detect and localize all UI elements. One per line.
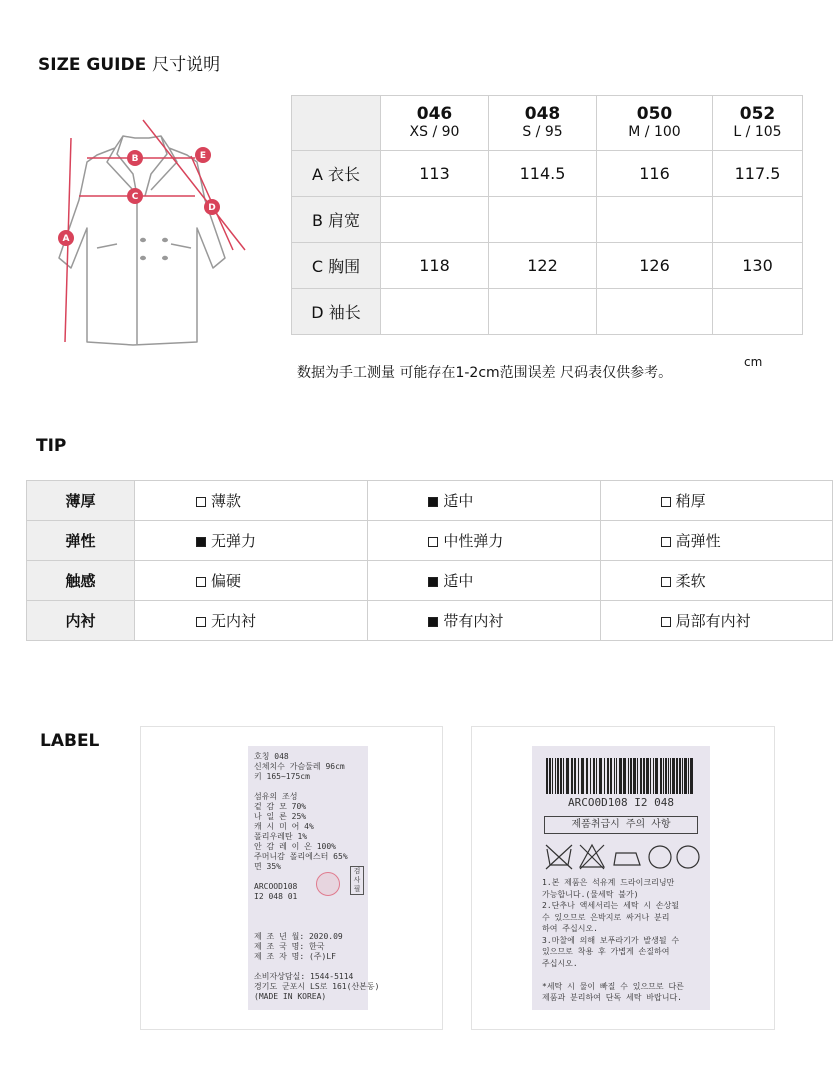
size-row-label: D 袖长 bbox=[292, 289, 381, 335]
product-code: ARCO0D108 I2 048 bbox=[568, 796, 674, 809]
no-bleach-icon bbox=[580, 845, 604, 869]
tip-option bbox=[600, 601, 832, 641]
tag-line: 섬유의 조성 bbox=[254, 792, 298, 801]
barcode-bar bbox=[665, 758, 667, 794]
tag-line: 2.단추나 액세서리는 세탁 시 손상될 bbox=[542, 901, 680, 910]
tag-line: 폴리우레탄 1% bbox=[254, 832, 308, 841]
barcode-bar bbox=[586, 758, 588, 794]
tag-line: 1.본 제품은 석유계 드라이크리닝만 bbox=[542, 878, 675, 887]
size-table bbox=[291, 95, 803, 335]
tag-line: 하여 주십시오. bbox=[542, 924, 599, 933]
size-code: 048 bbox=[524, 104, 561, 124]
size-label: XS / 90 bbox=[409, 124, 460, 140]
barcode-bar bbox=[581, 758, 584, 794]
size-label: L / 105 bbox=[733, 124, 782, 140]
tag-line: 제 조 년 월: 2020.09 bbox=[254, 932, 343, 941]
barcode-bar bbox=[668, 758, 669, 794]
size-cell: 126 bbox=[597, 243, 713, 289]
tip-option bbox=[368, 601, 600, 641]
checkbox-empty-icon bbox=[196, 497, 206, 507]
barcode-bar bbox=[610, 758, 612, 794]
size-row-b bbox=[292, 197, 803, 243]
checkbox-empty-icon bbox=[661, 617, 671, 627]
tip-option-label: 柔软 bbox=[675, 572, 706, 590]
tip-table bbox=[26, 480, 833, 641]
checkbox-filled-icon bbox=[428, 617, 438, 627]
size-cell bbox=[713, 197, 803, 243]
marker-e-label: E bbox=[199, 151, 207, 161]
checkbox-empty-icon bbox=[196, 577, 206, 587]
label-photo-1 bbox=[140, 726, 443, 1030]
tip-row-label: 薄厚 bbox=[27, 481, 135, 521]
size-note: 数据为手工测量 可能存在1-2cm范围误差 尺码表仅供参考。 bbox=[297, 365, 673, 381]
size-cell bbox=[597, 289, 713, 335]
barcode-bar bbox=[646, 758, 649, 794]
tag-line: *세탁 시 물이 빠질 수 있으므로 다른 bbox=[542, 981, 684, 991]
tip-option bbox=[368, 521, 600, 561]
size-cell bbox=[489, 289, 597, 335]
barcode-bar bbox=[604, 758, 605, 794]
tag-line: 제품과 분리하여 단독 세탁 바랍니다. bbox=[542, 993, 683, 1002]
tag-line: 경기도 군포시 LS로 161(산본동) bbox=[254, 982, 380, 991]
tag-line: 제 조 자 명: (주)LF bbox=[254, 952, 336, 961]
size-col-046 bbox=[381, 96, 489, 151]
checkbox-empty-icon bbox=[661, 537, 671, 547]
checkbox-empty-icon bbox=[661, 577, 671, 587]
coat-measurement-diagram bbox=[35, 110, 260, 355]
barcode-bar bbox=[566, 758, 569, 794]
barcode-bar bbox=[593, 758, 595, 794]
barcode-bar bbox=[650, 758, 651, 794]
tip-option-label: 中性弹力 bbox=[443, 532, 504, 550]
size-label: M / 100 bbox=[628, 124, 681, 140]
size-row-label: C 胸围 bbox=[292, 243, 381, 289]
tag-line: 제 조 국 명: 한국 bbox=[254, 942, 325, 951]
size-cell: 113 bbox=[381, 151, 489, 197]
dry-icon bbox=[677, 846, 699, 868]
composition-tag bbox=[248, 746, 380, 1010]
size-col-050 bbox=[597, 96, 713, 151]
barcode-bar bbox=[672, 758, 675, 794]
dry-clean-icon bbox=[649, 846, 671, 868]
size-cell: 130 bbox=[713, 243, 803, 289]
barcode-bar bbox=[690, 758, 693, 794]
size-table-corner bbox=[292, 96, 381, 151]
barcode-bar bbox=[555, 758, 556, 794]
barcode-bar bbox=[574, 758, 576, 794]
barcode-bar bbox=[623, 758, 626, 794]
barcode-bar bbox=[607, 758, 609, 794]
barcode-bar bbox=[619, 758, 622, 794]
tip-option-label: 高弹性 bbox=[675, 532, 721, 550]
tip-option bbox=[368, 481, 600, 521]
barcode-bar bbox=[599, 758, 602, 794]
label-photo-2 bbox=[471, 726, 775, 1030]
tip-option-label: 薄款 bbox=[211, 492, 242, 510]
tag-line: 가능합니다.(물세탁 불가) bbox=[542, 889, 639, 899]
size-unit: cm bbox=[744, 355, 763, 369]
tag-line: (MADE IN KOREA) bbox=[254, 992, 327, 1001]
tip-option-label: 稍厚 bbox=[675, 492, 706, 510]
tip-option bbox=[600, 521, 832, 561]
checkbox-filled-icon bbox=[428, 497, 438, 507]
tag-line: 면 35% bbox=[254, 862, 281, 871]
size-label: S / 95 bbox=[522, 124, 563, 140]
barcode-bar bbox=[616, 758, 617, 794]
barcode-bar bbox=[679, 758, 681, 794]
barcode-bar bbox=[546, 758, 548, 794]
size-col-048 bbox=[489, 96, 597, 151]
tip-option bbox=[135, 601, 368, 641]
barcode-bar bbox=[684, 758, 687, 794]
barcode-bar bbox=[552, 758, 553, 794]
barcode-bar bbox=[653, 758, 654, 794]
barcode-bar bbox=[560, 758, 562, 794]
size-code: 052 bbox=[739, 104, 776, 124]
marker-c-label: C bbox=[131, 192, 139, 202]
tip-option-label: 无弹力 bbox=[211, 532, 257, 550]
barcode-bar bbox=[628, 758, 629, 794]
size-cell bbox=[381, 197, 489, 243]
barcode-bar bbox=[557, 758, 559, 794]
size-guide-title-cn: 尺寸说明 bbox=[152, 55, 221, 75]
tip-row-lining bbox=[27, 601, 833, 641]
barcode-bar bbox=[682, 758, 683, 794]
care-tag bbox=[532, 746, 710, 1010]
iron-icon bbox=[614, 853, 640, 865]
barcode-bar bbox=[676, 758, 678, 794]
size-row-a bbox=[292, 151, 803, 197]
barcode-bar bbox=[643, 758, 645, 794]
size-row-label: B 肩宽 bbox=[292, 197, 381, 243]
checkbox-filled-icon bbox=[428, 577, 438, 587]
tip-option bbox=[368, 561, 600, 601]
tip-option bbox=[600, 481, 832, 521]
tip-row-elasticity bbox=[27, 521, 833, 561]
tag-line: I2 048 01 bbox=[254, 892, 298, 901]
size-cell bbox=[713, 289, 803, 335]
tip-row-label: 触感 bbox=[27, 561, 135, 601]
tip-option-label: 局部有内衬 bbox=[675, 612, 751, 630]
marker-b-label: B bbox=[131, 154, 139, 164]
tip-option bbox=[135, 521, 368, 561]
size-row-d bbox=[292, 289, 803, 335]
marker-d-label: D bbox=[208, 203, 216, 213]
barcode-bar bbox=[596, 758, 597, 794]
inspection-seal-icon bbox=[316, 872, 340, 896]
barcode-bar bbox=[663, 758, 664, 794]
tag-line: 호칭 048 bbox=[254, 752, 289, 761]
care-title: 제품취급시 주의 사항 bbox=[544, 816, 698, 834]
barcode-bar bbox=[670, 758, 671, 794]
size-code: 050 bbox=[636, 104, 673, 124]
tip-row-label: 内衬 bbox=[27, 601, 135, 641]
size-col-052 bbox=[713, 96, 803, 151]
barcode-bar bbox=[633, 758, 636, 794]
barcode-bar bbox=[571, 758, 573, 794]
tag-line: ARCOOD108 bbox=[254, 882, 298, 891]
tag-line: 캐 시 미 어 4% bbox=[254, 822, 314, 831]
size-row-c bbox=[292, 243, 803, 289]
tag-line: 주머니감 폴리에스터 65% bbox=[254, 852, 348, 861]
tip-option-label: 带有内衬 bbox=[443, 612, 504, 630]
label-title: LABEL bbox=[40, 731, 100, 751]
tag-line: 키 165~175cm bbox=[254, 772, 310, 781]
barcode-bar bbox=[590, 758, 591, 794]
tip-option-label: 无内衬 bbox=[211, 612, 257, 630]
barcode-bar bbox=[637, 758, 638, 794]
tip-option-label: 适中 bbox=[443, 492, 474, 510]
size-code: 046 bbox=[416, 104, 453, 124]
tag-line: 소비자상담실: 1544-5114 bbox=[254, 972, 354, 981]
marker-a-label: A bbox=[62, 234, 70, 244]
barcode-bar bbox=[578, 758, 579, 794]
size-cell: 122 bbox=[489, 243, 597, 289]
size-cell: 116 bbox=[597, 151, 713, 197]
tag-line: 안 감 레 이 온 100% bbox=[254, 842, 336, 851]
barcode-bar bbox=[563, 758, 564, 794]
tip-row-label: 弹性 bbox=[27, 521, 135, 561]
barcode-icon bbox=[546, 758, 696, 794]
barcode-bar bbox=[688, 758, 689, 794]
tip-option-label: 偏硬 bbox=[211, 572, 242, 590]
size-cell: 114.5 bbox=[489, 151, 597, 197]
size-row-label: A 衣长 bbox=[292, 151, 381, 197]
size-cell bbox=[597, 197, 713, 243]
size-table-header bbox=[292, 96, 803, 151]
barcode-bar bbox=[630, 758, 632, 794]
checkbox-empty-icon bbox=[428, 537, 438, 547]
size-cell: 117.5 bbox=[713, 151, 803, 197]
checkbox-empty-icon bbox=[661, 497, 671, 507]
inspection-stamp: 검사필 bbox=[350, 866, 364, 895]
size-guide-title bbox=[38, 50, 220, 75]
tip-title: TIP bbox=[36, 436, 67, 456]
tip-option bbox=[135, 561, 368, 601]
no-wash-icon bbox=[546, 845, 572, 869]
tag-line: 3.마찰에 의해 보푸라기가 발생될 수 bbox=[542, 935, 680, 945]
tip-option bbox=[135, 481, 368, 521]
tag-line: 나 일 론 25% bbox=[254, 812, 307, 821]
tag-line: 수 있으므로 은박지로 싸거나 분리 bbox=[542, 912, 670, 922]
barcode-bar bbox=[655, 758, 658, 794]
size-cell bbox=[381, 289, 489, 335]
checkbox-empty-icon bbox=[196, 617, 206, 627]
tip-option bbox=[600, 561, 832, 601]
barcode-bar bbox=[614, 758, 615, 794]
tip-row-touch bbox=[27, 561, 833, 601]
tip-row-thickness bbox=[27, 481, 833, 521]
tag-line: 주십시오. bbox=[542, 958, 578, 968]
tag-line: 신체치수 가슴둘레 96cm bbox=[254, 762, 345, 771]
barcode-bar bbox=[640, 758, 642, 794]
tag-line: 겉 감 모 70% bbox=[254, 802, 307, 811]
barcode-bar bbox=[660, 758, 662, 794]
tag-line: 있으므로 착용 후 가볍게 손질하여 bbox=[542, 947, 670, 956]
barcode-bar bbox=[549, 758, 551, 794]
size-cell: 118 bbox=[381, 243, 489, 289]
care-symbols bbox=[544, 841, 700, 871]
tip-option-label: 适中 bbox=[443, 572, 474, 590]
size-guide-title-en: SIZE GUIDE bbox=[38, 55, 147, 75]
size-cell bbox=[489, 197, 597, 243]
checkbox-filled-icon bbox=[196, 537, 206, 547]
